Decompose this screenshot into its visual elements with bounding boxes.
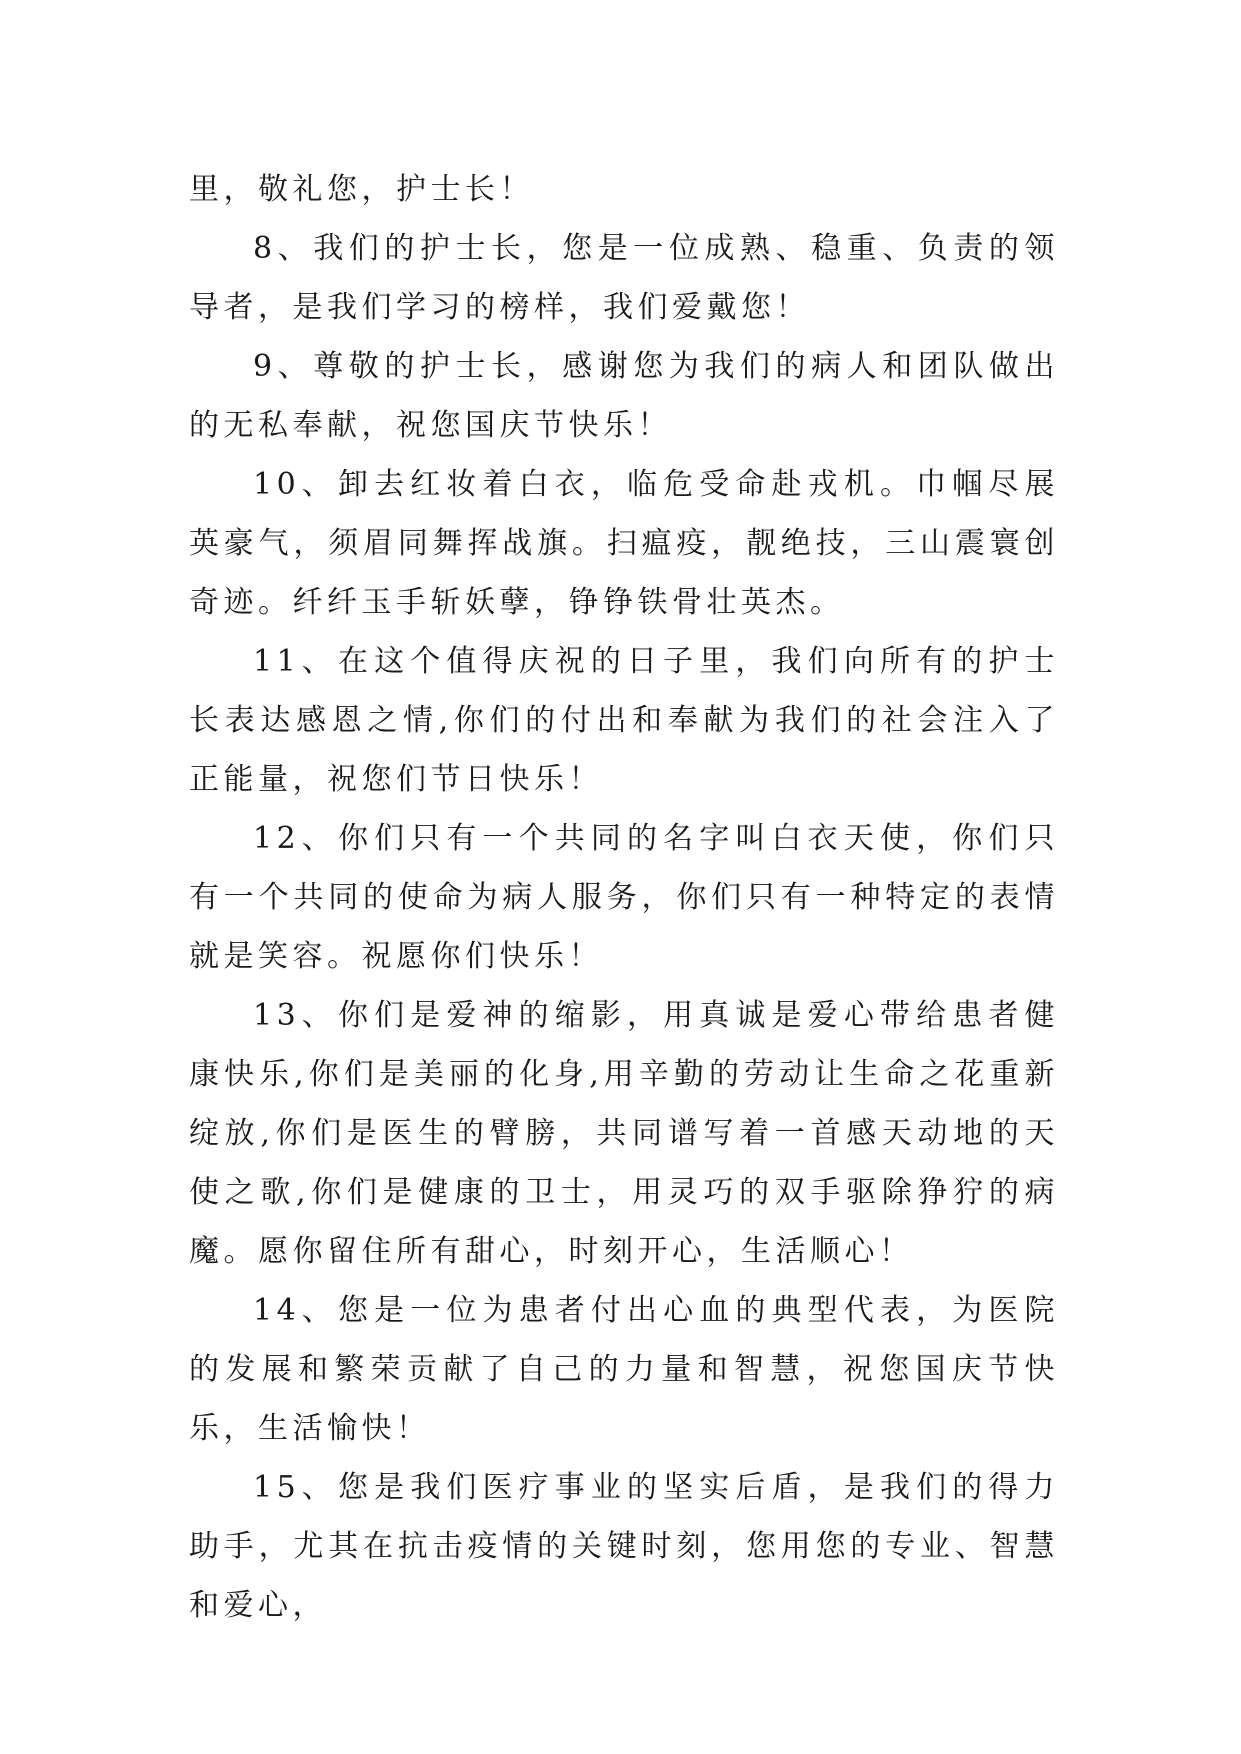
paragraph-13: 13、你们是爱神的缩影，用真诚是爱心带给患者健康快乐,你们是美丽的化身,用辛勤的劳动让生命之花重新绽放,你们是医生的臂膀，共同谱写着一首感天动地的天使之歌,你们是健康的卫士，用灵巧的双手驱除狰狞的病魔。愿你留住所有甜心，时刻开心，生活顺心！: [189, 998, 1059, 1269]
paragraph-fragment: 里，敬礼您，护士长！: [189, 172, 534, 207]
paragraph-9: 9、尊敬的护士长，感谢您为我们的病人和团队做出的无私奉献，祝您国庆节快乐！: [189, 349, 1059, 443]
paragraph-14: 14、您是一位为患者付出心血的典型代表，为医院的发展和繁荣贡献了自己的力量和智慧，祝您国庆节快乐，生活愉快！: [189, 1293, 1059, 1446]
document-body: [189, 160, 1059, 1635]
paragraph-8: 8、我们的护士长，您是一位成熟、稳重、负责的领导者，是我们学习的榜样，我们爱戴您！: [189, 231, 1059, 325]
paragraph-10: 10、卸去红妆着白衣，临危受命赴戎机。巾帼尽展英豪气，须眉同舞挥战旗。扫瘟疫，靓绝技，三山震寰创奇迹。纤纤玉手斩妖孽，铮铮铁骨壮英杰。: [189, 467, 1059, 620]
paragraph-11: 11、在这个值得庆祝的日子里，我们向所有的护士长表达感恩之情,你们的付出和奉献为我们的社会注入了正能量，祝您们节日快乐！: [189, 644, 1059, 797]
paragraph-12: 12、你们只有一个共同的名字叫白衣天使，你们只有一个共同的使命为病人服务，你们只有一种特定的表情就是笑容。祝愿你们快乐！: [189, 821, 1059, 974]
paragraph-15: 15、您是我们医疗事业的坚实后盾，是我们的得力助手，尤其在抗击疫情的关键时刻，您用您的专业、智慧和爱心，: [189, 1470, 1059, 1623]
